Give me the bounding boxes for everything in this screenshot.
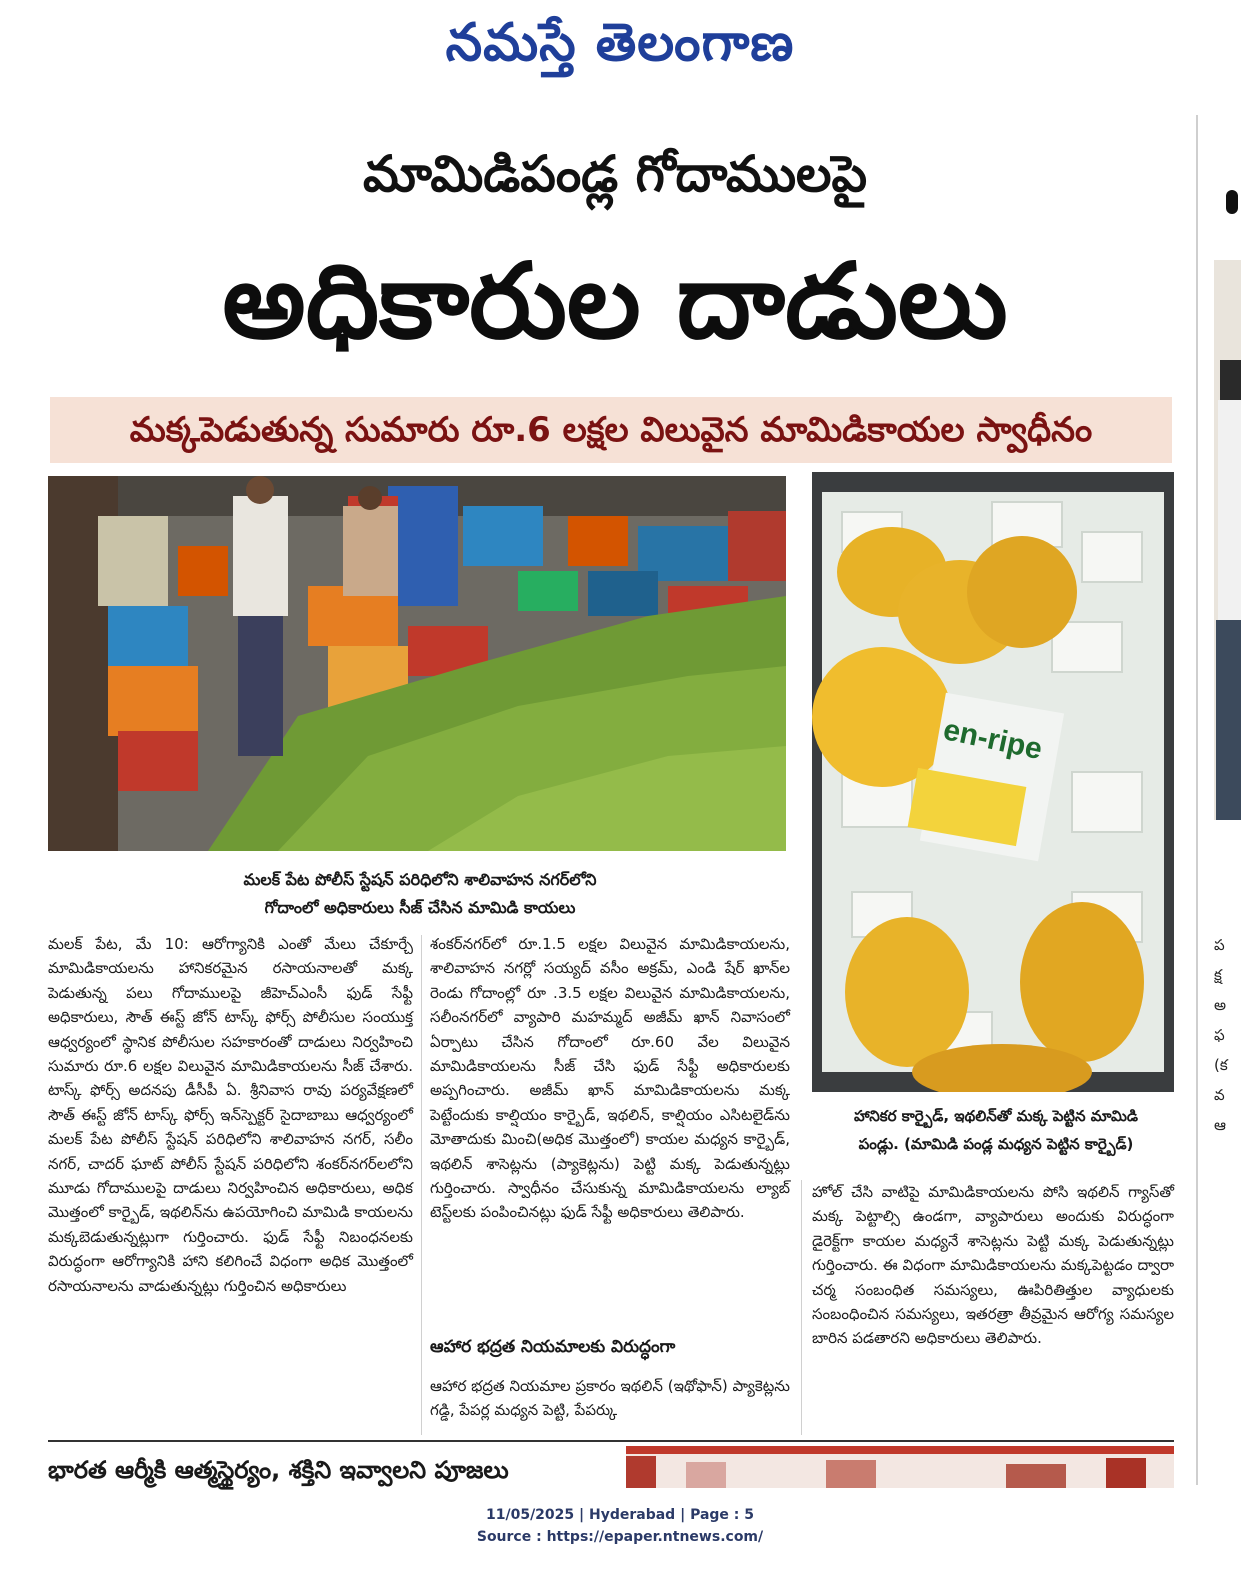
photo2-caption — [816, 1102, 1176, 1158]
article-deck: మక్కపెడుతున్న సుమారు రూ.6 లక్షల విలువైన మామిడికాయల స్వాధీనం — [50, 397, 1172, 463]
photo2-caption-line1: హానికర కార్బైడ్, ఇథలిన్‌తో మక్క పెట్టిన మామిడి — [854, 1107, 1138, 1125]
article-headline: అధికారుల దాడులు — [222, 240, 1008, 362]
article-subhead: ఆహార భద్రత నియమాలకు విరుద్ధంగా — [430, 1337, 676, 1357]
warehouse-photo-graphic — [48, 476, 786, 851]
page-footer — [320, 1504, 920, 1548]
warehouse-mangoes-photo — [48, 476, 786, 851]
footer-source-link[interactable]: Source : https://epaper.ntnews.com/ — [476, 1529, 764, 1545]
teaser-headline: భారత ఆర్మీకి ఆత్మస్థైర్యం, శక్తిని ఇవ్వాలని పూజలు — [48, 1456, 509, 1484]
adjacent-text-fragment: (క — [1214, 1056, 1228, 1074]
column-rule — [1196, 115, 1198, 1485]
footer-edition-info: 11/05/2025 | Hyderabad | Page : 5 — [485, 1507, 755, 1523]
adjacent-text-fragment: క్ష — [1214, 966, 1222, 984]
teaser-photo-graphic — [626, 1446, 1174, 1488]
adjacent-text-fragment: ఆ — [1214, 1116, 1226, 1134]
photo1-caption-line1: మలక్ పేట పోలీస్ స్టేషన్ పరిధిలోని శాలివాహన నగర్‌లోని — [243, 870, 597, 889]
article-column-2-continued: ఆహార భద్రత నియమాల ప్రకారం ఇథలిన్ (ఇథోఫాన్) ప్యాకెట్లను గడ్డి, పేపర్ల మధ్యన పెట్టి, పేపర్కు — [430, 1377, 790, 1420]
adjacent-text-fragment: అ — [1214, 996, 1227, 1014]
adjacent-article-photo — [1214, 260, 1241, 820]
photo2-caption-line2: పండ్లు. (మామిడి పండ్ల మధ్యన పెట్టిన కార్బైడ్) — [858, 1135, 1134, 1153]
photo1-caption — [60, 866, 780, 922]
adjacent-text-fragment: ప — [1214, 936, 1225, 954]
column-divider — [421, 935, 422, 1435]
adjacent-photo-graphic — [1214, 260, 1241, 820]
crate-photo-graphic — [812, 472, 1174, 1092]
teaser-photo — [626, 1446, 1174, 1488]
photo1-caption-line2: గోదాంలో అధికారులు సీజ్ చేసిన మామిడి కాయలు — [264, 898, 576, 917]
masthead-logo: నమస్తే తెలంగాణ — [445, 12, 795, 73]
article-column-3: హోల్ చేసి వాటిపై మామిడికాయలను పోసి ఇథలిన్ గ్యాస్‌తో మక్క పెట్టాల్సి ఉండగా, వ్యాపారులు అందుకు విరుద్ధంగా డైరెక్ట్‌గా కాయల మధ్యనే శాసెట్లను పెట్టి మక్క పెడుతున్నట్లు గుర్తించారు. ఈ విధంగా మామిడికాయలను మక్కపెట్టడం ద్వారా చర్మ సంబంధిత సమస్యలు, ఊపిరితిత్తుల వ్యాధులకు సంబంధించిన సమస్యలు, ఇతరత్రా తీవ్రమైన ఆరోగ్య సమస్యల బారిన పడతారని అధికారులు తెలిపారు. — [812, 1183, 1174, 1348]
article-column-1: మలక్ పేట, మే 10: ఆరోగ్యానికి ఎంతో మేలు చేకూర్చే మామిడికాయలను హానికరమైన రసాయనాలతో మక్క పెడుతున్న పలు గోదాములపై జీహెచ్ఎంసీ ఫుడ్ సేఫ్టీ అధికారులు, సౌత్ ఈస్ట్ జోన్ టాస్క్ ఫోర్స్ పోలీసుల సంయుక్త ఆధ్వర్యంలో స్థానిక పోలీసుల సహకారంతో దాడులు నిర్వహించి సుమారు రూ.6 లక్షల విలువైన మామిడికాయలను సీజ్ చేశారు. టాస్క్ ఫోర్స్ అదనపు డీసీపీ ఏ. శ్రీనివాస రావు పర్యవేక్షణలో సౌత్ ఈస్ట్ జోన్ టాస్క్ ఫోర్స్ ఇన్‌స్పెక్టర్ సైదాబాబు ఆధ్వర్యంలో మలక్ పేట పోలీస్ స్టేషన్ పరిధిలోని శాలివాహన నగర్, సలీం నగర్, చాదర్ ఘాట్ పోలీస్ స్టేషన్ పరిధిలోని శంకర్‌నగర్‌లలోని మూడు గోదాములపై దాడులు నిర్వహించిన అధికారులు, అధిక మొత్తంలో కార్బైడ్, ఇథలిన్‌ను ఉపయోగించి మామిడి కాయలను మక్కబెడుతున్నట్లుగా గుర్తించారు. ఫుడ్ సేఫ్టీ నిబంధనలకు విరుద్ధంగా ఆరోగ్యానికి హాని కలిగించే విధంగా అధిక మొత్తంలో రసాయనాలను వాడుతున్నట్లు గుర్తించిన అధికారులు — [48, 935, 413, 1295]
column-divider — [801, 1180, 802, 1435]
adjacent-text-fragment: ఫ — [1214, 1026, 1225, 1044]
enripe-packet-label: en-ripe — [940, 713, 1046, 767]
adjacent-article-text — [1214, 930, 1241, 1140]
adjacent-article-mark — [1226, 190, 1238, 214]
section-rule — [48, 1440, 1174, 1442]
article-column-2: శంకర్‌నగర్‌లో రూ.1.5 లక్షల విలువైన మామిడికాయలను, శాలివాహన నగర్లో సయ్యద్ వసీం అక్రమ్, ఎండి షేర్ ఖాన్‌ల రెండు గోదాంల్లో రూ .3.5 లక్షల విలువైన మామిడికాయలను, సలీంనగర్‌లో వ్యాపారి మహమ్మద్ అజీమ్ ఖాన్ నివాసంలో ఏర్పాటు చేసిన గోదాంలో రూ.60 వేల విలువైన మామిడికాయలను సీజ్ చేసి ఫుడ్ సేఫ్టీ అధికారులకు అప్పగించారు. అజీమ్ ఖాన్ మామిడికాయలను మక్క పెట్టేందుకు కాల్షియం కార్బైడ్, ఇథలిన్, కాల్షియం ఎసిటలైడ్‌ను మోతాదుకు మించి(అధిక మొత్తంలో) కాయల మధ్యన కార్బైడ్, ఇథలిన్ శాసెట్లను (ప్యాకెట్లను) పెట్టి మక్క పెడుతున్నట్లు గుర్తించారు. స్వాధీనం చేసుకున్న మామిడికాయలను ల్యాబ్ టెస్ట్‌లకు పంపించినట్లు ఫుడ్ సేఫ్టీ అధికారులు తెలిపారు. — [430, 935, 790, 1222]
article-kicker: మామిడిపండ్ల గోదాములపై — [362, 145, 868, 203]
ripened-mangoes-crate-photo — [812, 472, 1174, 1092]
adjacent-text-fragment: వ — [1214, 1086, 1225, 1104]
